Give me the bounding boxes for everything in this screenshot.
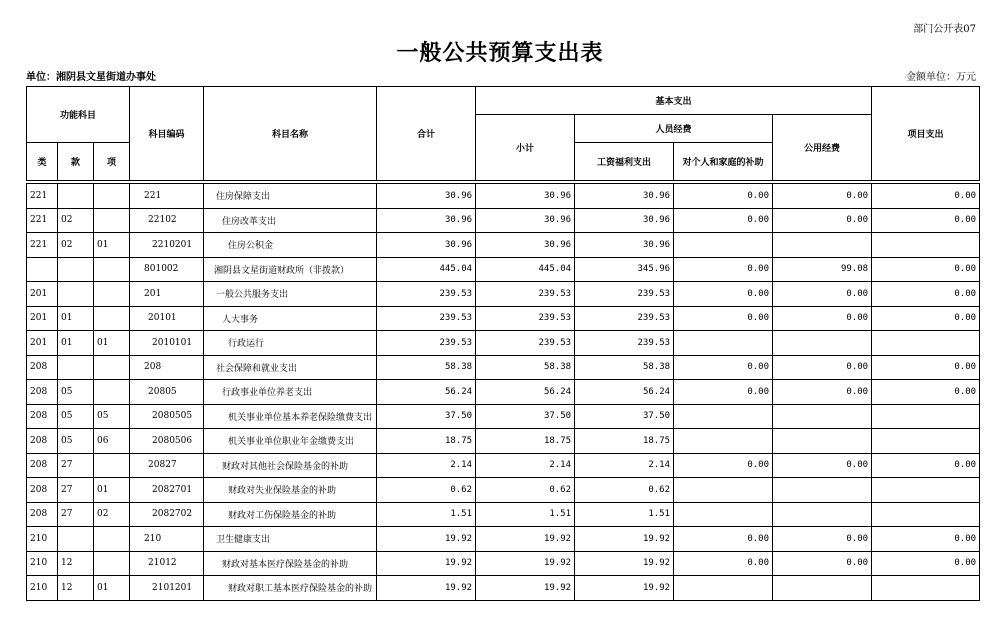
cell-kuan (58, 257, 94, 282)
cell-code: 221 (130, 184, 204, 209)
cell-total: 0.62 (377, 478, 476, 503)
table-row (27, 184, 980, 209)
cell-subsidy: 0.00 (674, 551, 773, 576)
cell-lei: 208 (27, 429, 58, 454)
cell-lei (27, 257, 58, 282)
cell-subtotal: 2.14 (476, 453, 575, 478)
amount-unit-label: 金额单位：万元 (906, 72, 976, 83)
cell-project: 0.00 (872, 551, 980, 576)
cell-xiang (94, 282, 130, 307)
cell-name: 住房保障支出 (204, 184, 377, 209)
cell-subsidy (674, 478, 773, 503)
cell-public (773, 478, 872, 503)
cell-kuan: 12 (58, 576, 94, 601)
cell-name: 机关事业单位职业年金缴费支出 (204, 429, 377, 454)
cell-salary: 58.38 (575, 355, 674, 380)
header-basic: 基本支出 (476, 87, 872, 115)
cell-name: 卫生健康支出 (204, 527, 377, 552)
cell-total: 239.53 (377, 306, 476, 331)
cell-subtotal: 19.92 (476, 527, 575, 552)
header-personnel: 人员经费 (575, 115, 773, 143)
cell-name: 财政对工伤保险基金的补助 (204, 502, 377, 527)
cell-code: 201 (130, 282, 204, 307)
cell-salary: 239.53 (575, 306, 674, 331)
header-func-subject: 功能科目 (27, 87, 130, 143)
cell-lei: 208 (27, 478, 58, 503)
table-row (27, 576, 980, 601)
header-total: 合计 (377, 87, 476, 181)
cell-public (773, 233, 872, 258)
cell-subtotal: 0.62 (476, 478, 575, 503)
cell-name: 人大事务 (204, 306, 377, 331)
unit-label: 单位：湘阴县文星街道办事处 (26, 72, 156, 83)
cell-salary: 19.92 (575, 576, 674, 601)
cell-project: 0.00 (872, 184, 980, 209)
cell-subtotal: 239.53 (476, 282, 575, 307)
cell-total: 19.92 (377, 551, 476, 576)
cell-subsidy (674, 233, 773, 258)
cell-code: 20827 (130, 453, 204, 478)
cell-project: 0.00 (872, 355, 980, 380)
cell-total: 30.96 (377, 184, 476, 209)
cell-public: 0.00 (773, 282, 872, 307)
cell-kuan: 02 (58, 233, 94, 258)
cell-total: 1.51 (377, 502, 476, 527)
cell-kuan: 27 (58, 453, 94, 478)
cell-code: 801002 (130, 257, 204, 282)
cell-xiang: 01 (94, 576, 130, 601)
cell-subsidy: 0.00 (674, 527, 773, 552)
cell-subtotal: 239.53 (476, 306, 575, 331)
cell-total: 239.53 (377, 331, 476, 356)
cell-kuan: 01 (58, 331, 94, 356)
cell-total: 37.50 (377, 404, 476, 429)
table-row (27, 551, 980, 576)
cell-project (872, 429, 980, 454)
cell-subsidy: 0.00 (674, 453, 773, 478)
cell-salary: 239.53 (575, 282, 674, 307)
cell-name: 住房公积金 (204, 233, 377, 258)
cell-subtotal: 239.53 (476, 331, 575, 356)
cell-project: 0.00 (872, 306, 980, 331)
cell-xiang (94, 551, 130, 576)
cell-lei: 221 (27, 208, 58, 233)
cell-salary: 0.62 (575, 478, 674, 503)
cell-subtotal: 30.96 (476, 208, 575, 233)
cell-kuan: 12 (58, 551, 94, 576)
cell-code: 22102 (130, 208, 204, 233)
table-row (27, 478, 980, 503)
cell-kuan (58, 355, 94, 380)
cell-name: 财政对基本医疗保险基金的补助 (204, 551, 377, 576)
cell-subsidy: 0.00 (674, 355, 773, 380)
cell-salary: 239.53 (575, 331, 674, 356)
cell-lei: 201 (27, 331, 58, 356)
cell-project (872, 404, 980, 429)
cell-salary: 2.14 (575, 453, 674, 478)
cell-code: 2082701 (130, 478, 204, 503)
cell-subsidy: 0.00 (674, 306, 773, 331)
table-row (27, 355, 980, 380)
cell-lei: 210 (27, 551, 58, 576)
cell-lei: 208 (27, 380, 58, 405)
table-row (27, 429, 980, 454)
table-body (27, 181, 980, 601)
page-title: 一般公共预算支出表 (396, 41, 604, 66)
cell-total: 18.75 (377, 429, 476, 454)
cell-name: 一般公共服务支出 (204, 282, 377, 307)
table-row (27, 257, 980, 282)
cell-kuan: 27 (58, 478, 94, 503)
cell-public: 0.00 (773, 551, 872, 576)
cell-xiang (94, 208, 130, 233)
cell-public: 0.00 (773, 355, 872, 380)
cell-subtotal: 58.38 (476, 355, 575, 380)
cell-code: 2210201 (130, 233, 204, 258)
cell-public (773, 576, 872, 601)
cell-name: 行政事业单位养老支出 (204, 380, 377, 405)
cell-lei: 221 (27, 184, 58, 209)
header-xiang: 项 (94, 143, 130, 181)
cell-name: 住房改革支出 (204, 208, 377, 233)
cell-public: 0.00 (773, 306, 872, 331)
cell-project (872, 331, 980, 356)
cell-name: 财政对其他社会保险基金的补助 (204, 453, 377, 478)
cell-subtotal: 445.04 (476, 257, 575, 282)
cell-project (872, 233, 980, 258)
cell-salary: 18.75 (575, 429, 674, 454)
cell-subsidy: 0.00 (674, 282, 773, 307)
cell-total: 2.14 (377, 453, 476, 478)
cell-kuan (58, 184, 94, 209)
table-row (27, 208, 980, 233)
cell-salary: 30.96 (575, 184, 674, 209)
cell-subtotal: 19.92 (476, 551, 575, 576)
cell-code: 2080506 (130, 429, 204, 454)
cell-lei: 210 (27, 576, 58, 601)
cell-xiang (94, 453, 130, 478)
cell-subtotal: 30.96 (476, 184, 575, 209)
cell-subsidy (674, 331, 773, 356)
table-row (27, 233, 980, 258)
table-row (27, 453, 980, 478)
cell-name: 机关事业单位基本养老保险缴费支出 (204, 404, 377, 429)
cell-kuan: 05 (58, 429, 94, 454)
cell-public (773, 404, 872, 429)
cell-code: 2082702 (130, 502, 204, 527)
cell-xiang: 02 (94, 502, 130, 527)
cell-public: 99.08 (773, 257, 872, 282)
cell-public: 0.00 (773, 208, 872, 233)
cell-xiang: 01 (94, 233, 130, 258)
cell-kuan: 01 (58, 306, 94, 331)
header-code: 科目编码 (130, 87, 204, 181)
header-kuan: 款 (58, 143, 94, 181)
cell-code: 210 (130, 527, 204, 552)
cell-salary: 37.50 (575, 404, 674, 429)
cell-salary: 19.92 (575, 527, 674, 552)
cell-lei: 201 (27, 282, 58, 307)
cell-subtotal: 56.24 (476, 380, 575, 405)
cell-project: 0.00 (872, 527, 980, 552)
cell-salary: 345.96 (575, 257, 674, 282)
cell-kuan: 05 (58, 404, 94, 429)
cell-total: 56.24 (377, 380, 476, 405)
cell-xiang: 05 (94, 404, 130, 429)
cell-xiang (94, 380, 130, 405)
cell-total: 30.96 (377, 233, 476, 258)
cell-subtotal: 19.92 (476, 576, 575, 601)
cell-public: 0.00 (773, 527, 872, 552)
table-row (27, 502, 980, 527)
cell-kuan: 05 (58, 380, 94, 405)
table-row (27, 306, 980, 331)
cell-code: 2101201 (130, 576, 204, 601)
cell-name: 财政对失业保险基金的补助 (204, 478, 377, 503)
cell-salary: 30.96 (575, 208, 674, 233)
header-salary: 工资福利支出 (575, 143, 674, 181)
cell-total: 445.04 (377, 257, 476, 282)
cell-public (773, 331, 872, 356)
cell-project (872, 576, 980, 601)
cell-lei: 201 (27, 306, 58, 331)
cell-total: 30.96 (377, 208, 476, 233)
cell-total: 239.53 (377, 282, 476, 307)
cell-public (773, 429, 872, 454)
cell-subtotal: 30.96 (476, 233, 575, 258)
cell-xiang: 01 (94, 331, 130, 356)
cell-salary: 30.96 (575, 233, 674, 258)
cell-public: 0.00 (773, 184, 872, 209)
cell-project (872, 478, 980, 503)
cell-xiang (94, 527, 130, 552)
cell-name: 湘阴县文星街道财政所（非拨款） (204, 257, 377, 282)
cell-project: 0.00 (872, 208, 980, 233)
header-subsidy: 对个人和家庭的补助 (674, 143, 773, 181)
cell-total: 19.92 (377, 527, 476, 552)
cell-total: 19.92 (377, 576, 476, 601)
budget-table (26, 86, 980, 601)
cell-public (773, 502, 872, 527)
cell-code: 208 (130, 355, 204, 380)
cell-lei: 208 (27, 355, 58, 380)
cell-subsidy: 0.00 (674, 257, 773, 282)
table-row (27, 404, 980, 429)
header-name: 科目名称 (204, 87, 377, 181)
header-lei: 类 (27, 143, 58, 181)
cell-subsidy (674, 429, 773, 454)
cell-name: 财政对职工基本医疗保险基金的补助 (204, 576, 377, 601)
cell-project: 0.00 (872, 282, 980, 307)
cell-salary: 56.24 (575, 380, 674, 405)
cell-code: 2010101 (130, 331, 204, 356)
cell-lei: 208 (27, 404, 58, 429)
cell-project (872, 502, 980, 527)
cell-kuan: 02 (58, 208, 94, 233)
cell-salary: 1.51 (575, 502, 674, 527)
cell-kuan (58, 282, 94, 307)
cell-subtotal: 37.50 (476, 404, 575, 429)
cell-lei: 221 (27, 233, 58, 258)
cell-public: 0.00 (773, 380, 872, 405)
cell-lei: 210 (27, 527, 58, 552)
cell-xiang: 06 (94, 429, 130, 454)
cell-code: 21012 (130, 551, 204, 576)
table-row (27, 527, 980, 552)
cell-xiang (94, 306, 130, 331)
cell-xiang: 01 (94, 478, 130, 503)
cell-salary: 19.92 (575, 551, 674, 576)
cell-public: 0.00 (773, 453, 872, 478)
table-row (27, 380, 980, 405)
table-row (27, 282, 980, 307)
cell-subsidy (674, 576, 773, 601)
cell-code: 20805 (130, 380, 204, 405)
header-subtotal: 小计 (476, 115, 575, 181)
cell-project: 0.00 (872, 453, 980, 478)
cell-subsidy: 0.00 (674, 380, 773, 405)
cell-subtotal: 1.51 (476, 502, 575, 527)
cell-subtotal: 18.75 (476, 429, 575, 454)
cell-xiang (94, 184, 130, 209)
form-number: 部门公开表07 (913, 24, 976, 35)
header-public: 公用经费 (773, 115, 872, 181)
cell-code: 20101 (130, 306, 204, 331)
cell-name: 社会保障和就业支出 (204, 355, 377, 380)
table-row (27, 331, 980, 356)
cell-kuan (58, 527, 94, 552)
cell-subsidy: 0.00 (674, 184, 773, 209)
cell-lei: 208 (27, 453, 58, 478)
cell-project: 0.00 (872, 257, 980, 282)
cell-xiang (94, 355, 130, 380)
cell-code: 2080505 (130, 404, 204, 429)
cell-project: 0.00 (872, 380, 980, 405)
cell-xiang (94, 257, 130, 282)
cell-kuan: 27 (58, 502, 94, 527)
cell-name: 行政运行 (204, 331, 377, 356)
cell-subsidy: 0.00 (674, 208, 773, 233)
cell-subsidy (674, 404, 773, 429)
cell-lei: 208 (27, 502, 58, 527)
cell-subsidy (674, 502, 773, 527)
header-project: 项目支出 (872, 87, 980, 181)
cell-total: 58.38 (377, 355, 476, 380)
